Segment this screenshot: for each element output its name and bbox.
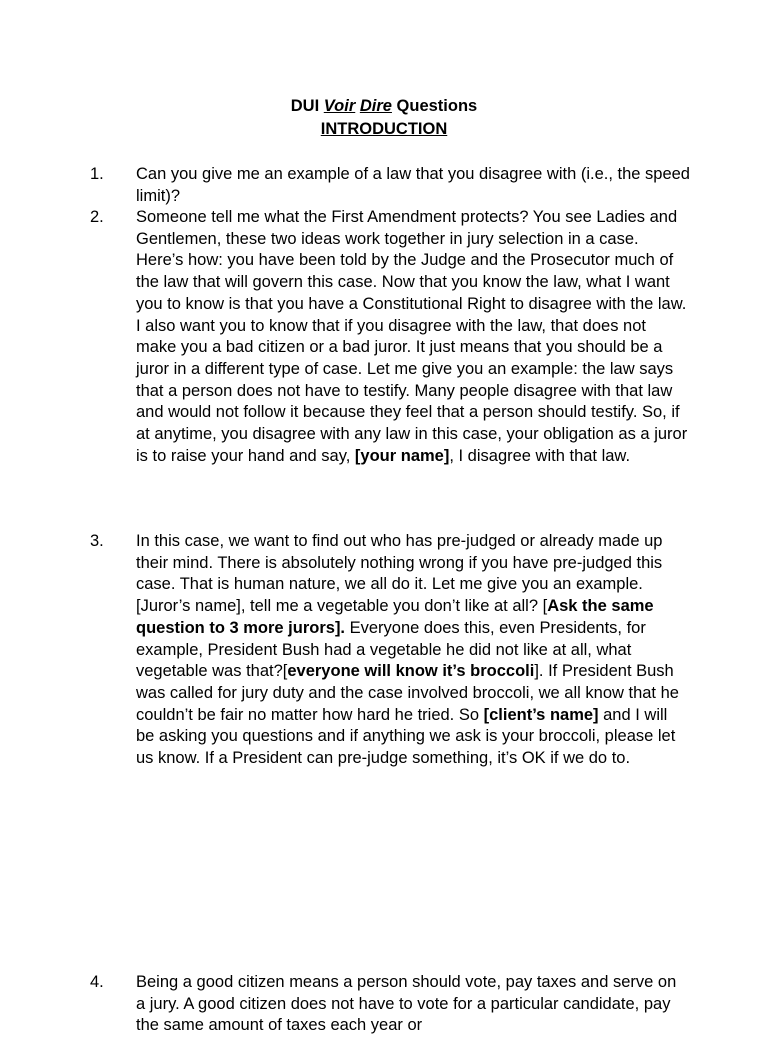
text-segment: , I disagree with that law. bbox=[449, 446, 631, 465]
list-item-3 bbox=[90, 531, 690, 770]
text-segment: Can you give me an example of a law that you disagree with (i.e., the speed limit)? bbox=[136, 165, 690, 205]
text-segment: ]. If President Bush was called for jury duty and the case involved broccoli, we all know that he couldn’t be fair no matter how hard he tried. So bbox=[136, 662, 679, 724]
list-item-4 bbox=[90, 972, 690, 1037]
text-segment: and I will be asking you questions and if anything we ask is your broccoli, please let us know. If a President can pre-judge something, it’s OK if we do to. bbox=[136, 705, 676, 768]
item-text bbox=[136, 164, 690, 207]
item-text bbox=[136, 531, 690, 770]
list-item-2 bbox=[90, 207, 690, 467]
item-text bbox=[136, 207, 690, 467]
text-segment: Being a good citizen means a person should vote, pay taxes and serve on a jury. A good citizen does not have to vote for a particular candidate, pay the same amount of taxes each year or bbox=[136, 973, 677, 1035]
item-number: 4. bbox=[90, 973, 104, 991]
item-text bbox=[136, 972, 690, 1037]
document-subtitle: INTRODUCTION bbox=[320, 120, 448, 138]
item-number: 2. bbox=[90, 208, 104, 226]
text-segment: Everyone does this, even Presidents, for example, President Bush had a vegetable he did not like at all, what vegetable was that?[ bbox=[136, 618, 646, 681]
item-number: 3. bbox=[90, 532, 104, 550]
list-item-1 bbox=[90, 164, 690, 207]
title-word-dire: Dire bbox=[359, 97, 392, 115]
document-title bbox=[0, 95, 768, 118]
title-prefix: DUI bbox=[290, 97, 324, 115]
item-number: 1. bbox=[90, 165, 104, 183]
title-word-voir: Voir bbox=[323, 97, 356, 115]
bold-text-segment: everyone will know it’s broccoli bbox=[287, 662, 535, 681]
title-block bbox=[0, 95, 768, 141]
bold-text-segment: Ask the same question to 3 more jurors]. bbox=[136, 597, 654, 637]
text-segment: In this case, we want to find out who has pre-judged or already made up their mind. There is absolutely nothing wrong if you have pre-judged this case. That is human nature, we all do it. Let me give you an example. [Juror’s name], tell me a vegetable you don’t like at all? [ bbox=[136, 532, 663, 616]
bold-text-segment: [your name] bbox=[354, 446, 450, 465]
title-suffix: Questions bbox=[391, 97, 478, 115]
text-segment: Someone tell me what the First Amendment protects? You see Ladies and Gentlemen, these two ideas work together in jury selection in a case. Here’s how: you have been told by the Judge and the Prosecutor much of the law that will govern this case. Now that you know the law, what I want you to know is that you have a Constitutional Right to disagree with the law. I also want you to know that if you disagree with the law, that does not make you a bad citizen or a bad juror. It just means that you should be a juror in a different type of case. Let me give you an example: the law says that a person does not have to testify. Many people disagree with that law and would not follow it because they feel that a person should testify. So, if at anytime, you disagree with any law in this case, your obligation as a juror is to raise your hand and say, bbox=[136, 208, 688, 465]
bold-text-segment: [client’s name] bbox=[483, 705, 599, 724]
